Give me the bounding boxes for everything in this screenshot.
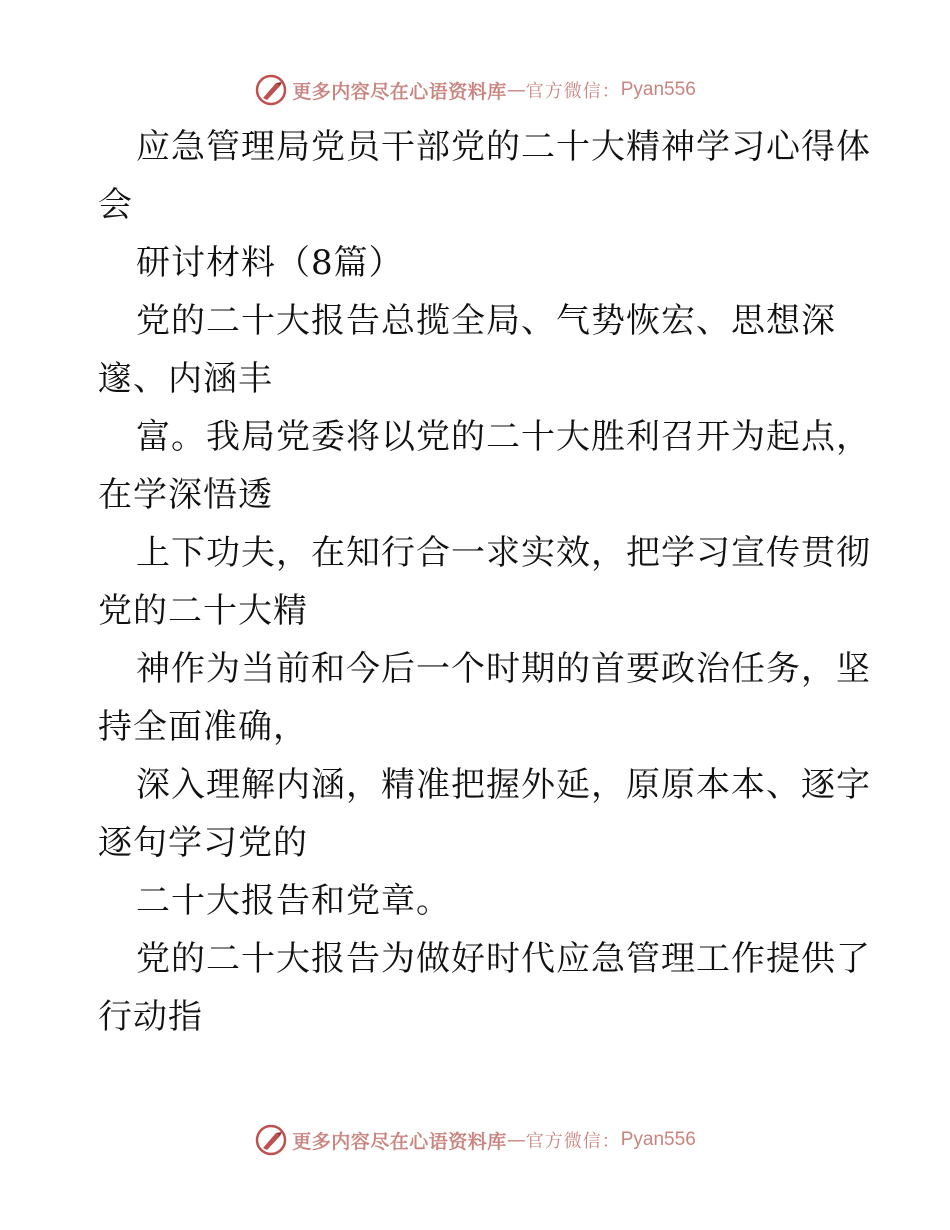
body-line: 研讨材料（8篇） [136, 243, 404, 283]
body-line: 应急管理局党员干部党的二十大精神学习心得体 [136, 127, 871, 167]
body-line: 二十大报告和党章。 [136, 881, 451, 921]
body-line: 党的二十大精 [98, 591, 308, 631]
body-line: 上下功夫，在知行合一求实效，把学习宣传贯彻 [136, 533, 871, 573]
watermark-wechat-id: Pyan556 [620, 1129, 696, 1150]
watermark-wechat-id: Pyan556 [620, 79, 696, 100]
pen-circle-logo-icon [254, 1123, 288, 1157]
body-line: 党的二十大报告总揽全局、气势恢宏、思想深 [136, 301, 836, 341]
body-line: 行动指 [98, 997, 203, 1037]
body-line: 持全面准确， [98, 707, 308, 747]
document-body [98, 118, 871, 1046]
body-line: 会 [98, 185, 133, 225]
body-line: 邃、内涵丰 [98, 359, 273, 399]
watermark-main-text: 更多内容尽在心语资料库 [292, 80, 507, 103]
body-line: 富。我局党委将以党的二十大胜利召开为起点， [136, 417, 871, 457]
body-line: 逐句学习党的 [98, 823, 308, 863]
watermark-dash: — [506, 1129, 526, 1151]
footer-watermark [0, 1120, 950, 1160]
watermark-dash: — [506, 79, 526, 101]
watermark-official-label: 官方微信： [525, 81, 621, 102]
pen-circle-logo-icon [254, 73, 288, 107]
body-line: 深入理解内涵，精准把握外延，原原本本、逐字 [136, 765, 871, 805]
body-line: 在学深悟透 [98, 475, 273, 515]
watermark-main-text: 更多内容尽在心语资料库 [292, 1130, 507, 1153]
body-line: 神作为当前和今后一个时期的首要政治任务，坚 [136, 649, 871, 689]
header-watermark [0, 70, 950, 110]
watermark-official-label: 官方微信： [525, 1131, 621, 1152]
body-line: 党的二十大报告为做好时代应急管理工作提供了 [136, 939, 871, 979]
